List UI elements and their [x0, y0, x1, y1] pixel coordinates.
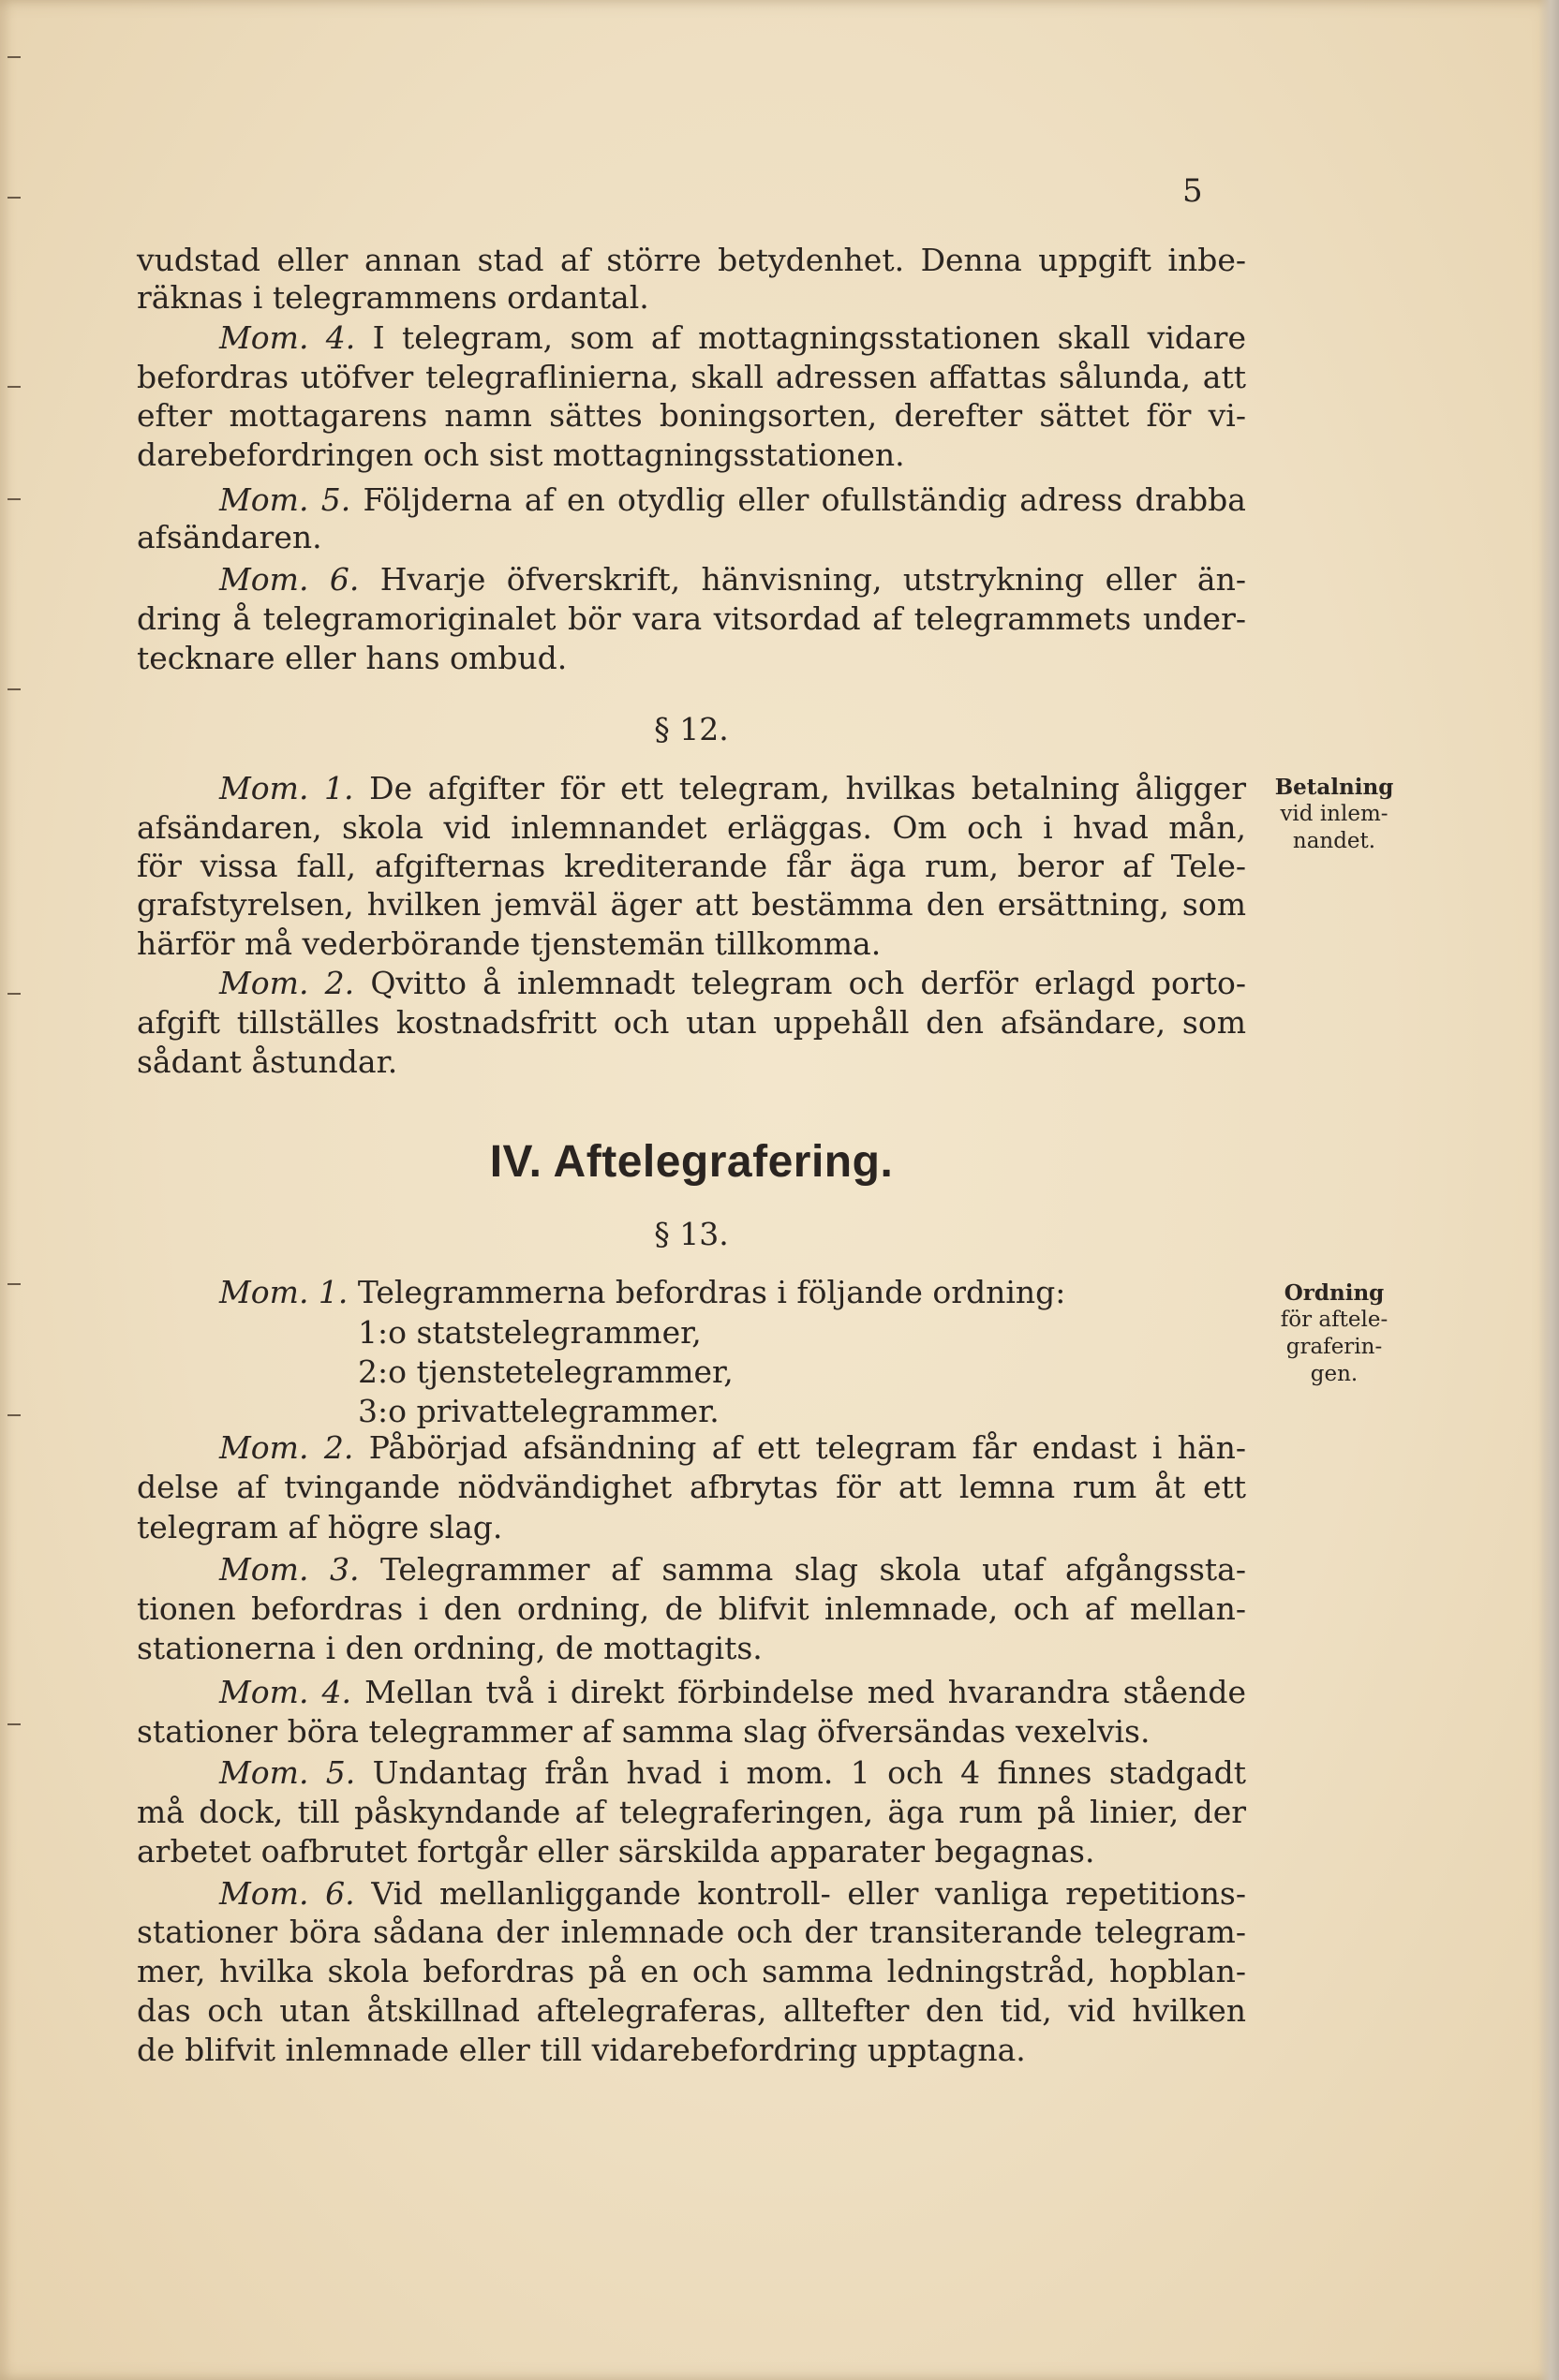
text-line: afgift tillställes kostnadsfritt och utan uppehåll den afsändare, som [137, 1004, 1246, 1041]
margin-note-betalning [1259, 774, 1409, 855]
text-line: vudstad eller annan stad af större betydenhet. Denna uppgift inbe- [137, 242, 1246, 278]
text-line: De afgifter för ett telegram, hvilkas betalning åligger [369, 770, 1246, 806]
text-line: sådant åstundar. [137, 1043, 398, 1080]
mom-label: Mom. 1. [219, 770, 354, 806]
mom-6-line [219, 561, 1246, 599]
mom-label: Mom. 4. [219, 1674, 352, 1710]
text-line: tecknare eller hans ombud. [137, 640, 568, 676]
text-line: das och utan åtskillnad aftelegraferas, alltefter den tid, vid hvilken [137, 1992, 1246, 2029]
mom-2-line [219, 965, 1246, 1002]
mom-5-line [219, 1754, 1246, 1792]
text-line: delse af tvingande nödvändighet afbrytas för att lemna rum åt ett [137, 1469, 1246, 1505]
edge-mark [7, 688, 21, 690]
list-number: 2:o [358, 1353, 407, 1390]
mom-label: Mom. 2. [219, 1429, 354, 1466]
text-line: afsändaren. [137, 519, 322, 555]
mom-6-line [219, 1875, 1246, 1913]
text-line: tionen befordras i den ordning, de blifvit inlemnade, och af mellan- [137, 1590, 1246, 1627]
text-line: Följderna af en otydlig eller ofullständig adress drabba [363, 481, 1246, 518]
text-line: för vissa fall, afgifternas krediterande får äga rum, beror af Tele- [137, 848, 1246, 884]
margin-note-line: Betalning [1274, 775, 1394, 800]
text-line: darebefordringen och sist mottagningsstationen. [137, 436, 905, 473]
edge-mark [7, 498, 21, 500]
list-number: 1:o [358, 1314, 407, 1351]
paragraph-12-title: § 12. [654, 711, 729, 747]
margin-note-line: gen. [1310, 1362, 1359, 1386]
mom-label: Mom. 1. [219, 1274, 349, 1310]
list-item [358, 1393, 1246, 1430]
edge-mark [7, 1723, 21, 1725]
text-line: grafstyrelsen, hvilken jemväl äger att bestämma den ersättning, som [137, 886, 1246, 923]
margin-note-line: Ordning [1284, 1280, 1385, 1306]
mom-1-line [219, 1274, 1246, 1311]
text-line: dring å telegramoriginalet bör vara vitsordad af telegrammets under- [137, 600, 1246, 637]
mom-4-line [219, 1674, 1246, 1711]
mom-3-line [219, 1551, 1246, 1589]
text-line: efter mottagarens namn sättes boningsorten, derefter sättet för vi- [137, 397, 1246, 434]
text-line: Undantag från hvad i mom. 1 och 4 finnes stadgadt [372, 1754, 1246, 1791]
text-line: telegram af högre slag. [137, 1509, 503, 1545]
mom-label: Mom. 5. [219, 1754, 356, 1791]
mom-2-line [219, 1429, 1246, 1467]
list-text: statstelegrammer, [416, 1314, 702, 1351]
margin-note-ordning [1259, 1279, 1409, 1388]
edge-mark [7, 56, 21, 58]
text-line: härför må vederbörande tjenstemän tillkomma. [137, 925, 882, 962]
text-line: Telegrammerna befordras i följande ordning: [357, 1274, 1066, 1310]
edge-mark [7, 993, 21, 995]
text-line: befordras utöfver telegraflinierna, skall adressen affattas sålunda, att [137, 359, 1246, 395]
chapter-heading: IV. Aftelegrafering. [489, 1137, 894, 1187]
mom-label: Mom. 2. [219, 965, 355, 1001]
mom-label: Mom. 5. [219, 481, 351, 518]
mom-label: Mom. 3. [219, 1551, 360, 1588]
mom-1-line [219, 770, 1246, 807]
paragraph-13-title: § 13. [654, 1216, 729, 1252]
text-line: Mellan två i direkt förbindelse med hvarandra stående [364, 1674, 1246, 1710]
text-line: mer, hvilka skola befordras på en och samma ledningstråd, hopblan- [137, 1953, 1246, 1989]
text-line: afsändaren, skola vid inlemnandet erläggas. Om och i hvad mån, [137, 809, 1246, 846]
text-line: stationerna i den ordning, de mottagits. [137, 1630, 763, 1666]
list-item [358, 1353, 1246, 1391]
mom-label: Mom. 6. [219, 1875, 355, 1912]
text-line: stationer böra telegrammer af samma slag öfversändas vexelvis. [137, 1713, 1151, 1750]
margin-note-line: för aftele- [1280, 1308, 1388, 1332]
mom-label: Mom. 6. [219, 561, 360, 598]
text-line: Hvarje öfverskrift, hänvisning, utstrykning eller än- [379, 561, 1247, 598]
text-line: räknas i telegrammens ordantal. [137, 279, 649, 316]
text-line: Påbörjad afsändning af ett telegram får endast i hän- [368, 1429, 1246, 1466]
edge-mark [7, 1283, 21, 1285]
edge-mark [7, 197, 21, 199]
text-line: I telegram, som af mottagningsstationen skall vidare [372, 319, 1246, 356]
text-line: stationer böra sådana der inlemnade och der transiterande telegram- [137, 1914, 1246, 1950]
list-item [358, 1314, 1246, 1352]
text-line: Telegrammer af samma slag skola utaf afgångssta- [379, 1551, 1246, 1588]
margin-note-line: graferin- [1285, 1335, 1383, 1359]
text-line: de blifvit inlemnade eller till vidarebefordring upptagna. [137, 2032, 1026, 2068]
margin-note-line: vid inlem- [1280, 802, 1388, 826]
text-line: Vid mellanliggande kontroll- eller vanliga repetitions- [371, 1875, 1247, 1912]
list-text: tjenstetelegrammer, [416, 1353, 734, 1390]
margin-note-line: nandet. [1292, 829, 1376, 853]
mom-5-line [219, 481, 1246, 519]
edge-mark [7, 386, 21, 388]
text-line: Qvitto å inlemnadt telegram och derför erlagd porto- [370, 965, 1246, 1001]
text-line: må dock, till påskyndande af telegraferingen, äga rum på linier, der [137, 1794, 1246, 1830]
mom-label: Mom. 4. [219, 319, 356, 356]
text-line: arbetet oafbrutet fortgår eller särskilda apparater begagnas. [137, 1833, 1095, 1870]
edge-mark [7, 1414, 21, 1416]
mom-4-line [219, 319, 1246, 357]
page-number: 5 [1182, 172, 1203, 210]
list-number: 3:o [358, 1393, 407, 1429]
list-text: privattelegrammer. [416, 1393, 720, 1429]
